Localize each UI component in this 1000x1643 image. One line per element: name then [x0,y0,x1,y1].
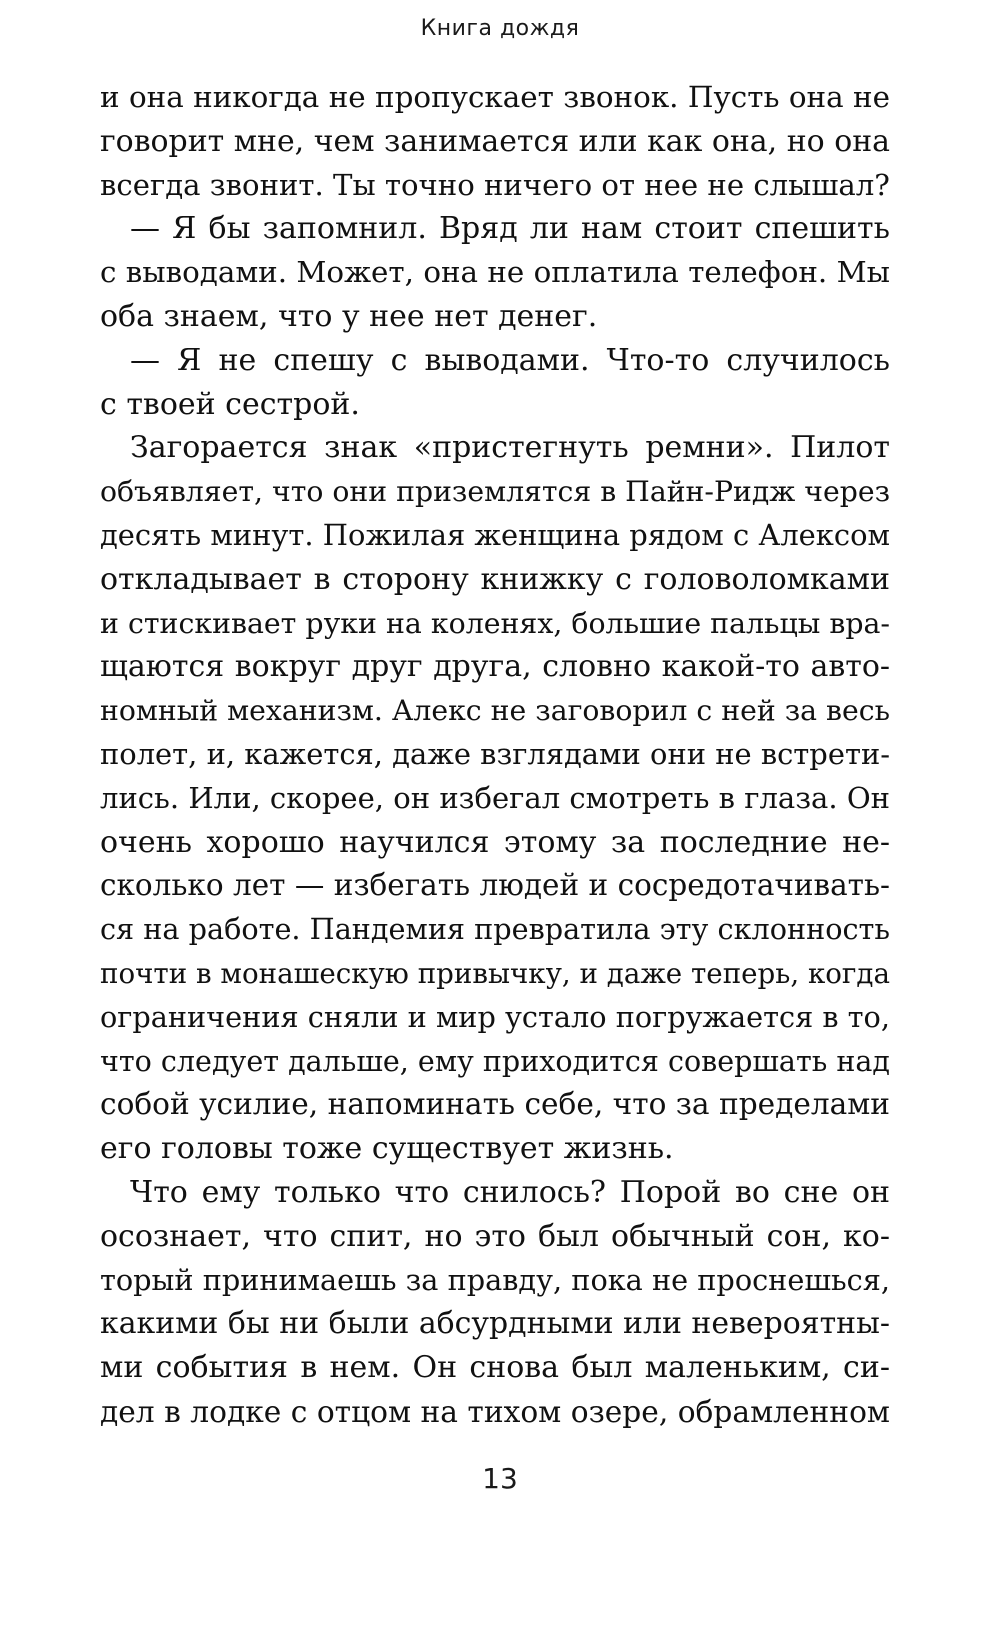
text-line: торый принимаешь за правду, пока не проснешься, [100,1262,890,1297]
text-line: его головы тоже существует жизнь. [100,1131,674,1167]
text-line: откладывает в сторону книжку с головоломками [100,561,890,597]
text-line: что следует дальше, ему приходится совершать над [100,1043,890,1078]
text-line: ограничения сняли и мир устало погружается в то, [100,999,890,1034]
text-line: сколько лет — избегать людей и сосредотачивать- [100,868,890,903]
text-line: номный механизм. Алекс не заговорил с ней за весь [100,694,890,728]
text-line: — Я бы запомнил. Вряд ли нам стоит спешить [130,211,890,247]
text-line: лись. Или, скорее, он избегал смотреть в глаза. Он [100,780,890,815]
text-line: говорит мне, чем занимается или как она, но она [100,123,890,159]
body-text [100,76,890,1434]
text-line: почти в монашескую привычку, и даже теперь, когда [100,956,890,990]
text-line: ми события в нем. Он снова был маленьким, си- [100,1350,890,1386]
text-line: объявляет, что они приземлятся в Пайн-Ридж через [100,475,890,509]
text-line: щаются вокруг друг друга, словно какой-то авто- [100,649,891,685]
page-number: 13 [482,1462,518,1495]
text-line: какими бы ни были абсурдными или невероятны- [100,1306,890,1342]
text-line: осознает, что спит, но это был обычный сон, ко- [100,1218,890,1254]
text-line: десять минут. Пожилая женщина рядом с Алексом [100,517,890,552]
running-header: Книга дождя [420,16,580,41]
text-line: очень хорошо научился этому за последние не- [100,824,891,860]
text-line: собой усилие, напоминать себе, что за пределами [100,1087,890,1122]
text-line: всегда звонит. Ты точно ничего от нее не слышал? [100,167,890,202]
text-line: оба знаем, что у нее нет денег. [100,298,598,334]
text-line: Загорается знак «пристегнуть ремни». Пилот [130,430,890,466]
text-line: — Я не спешу с выводами. Что-то случилось [130,342,891,378]
text-line: ся на работе. Пандемия превратила эту склонность [100,912,890,947]
text-line: дел в лодке с отцом на тихом озере, обрамленном [100,1393,890,1429]
text-line: Что ему только что снилось? Порой во сне он [130,1174,891,1210]
text-line: с твоей сестрой. [100,386,360,422]
text-line: с выводами. Может, она не оплатила телефон. Мы [100,255,890,290]
text-line: и стискивает руки на коленях, большие пальцы вра- [100,606,890,640]
text-line: полет, и, кажется, даже взглядами они не встрети- [100,736,890,771]
text-line: и она никогда не пропускает звонок. Пусть она не [100,80,890,114]
